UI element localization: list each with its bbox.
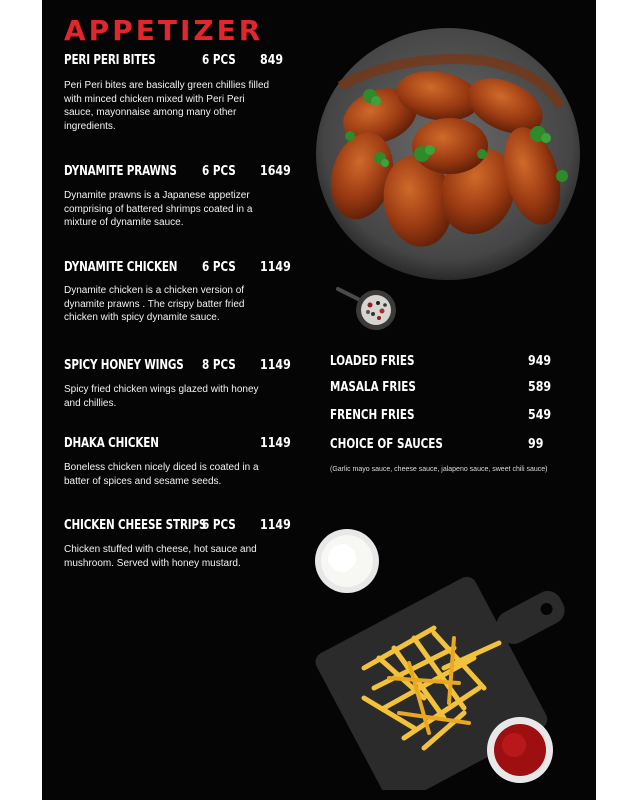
side-price: 549 <box>528 408 552 423</box>
item-description: Spicy fried chicken wings glazed with honey and chillies. <box>64 384 259 409</box>
side-price: 589 <box>528 380 552 395</box>
item-pcs: 6 PCS <box>202 53 236 68</box>
item-pcs: 6 PCS <box>202 260 236 275</box>
item-description: Peri Peri bites are basically green chillies filled with minced chicken mixed with Peri Peri sauce, mayonnaise among many other ingredients. <box>64 80 270 132</box>
item-price: 1649 <box>260 164 291 179</box>
side-name: CHOICE OF SAUCES <box>330 437 443 452</box>
item-name: SPICY HONEY WINGS <box>64 358 184 373</box>
page-title: APPETIZER <box>64 14 264 47</box>
item-description: Boneless chicken nicely diced is coated in a batter of spices and sesame seeds. <box>64 462 259 487</box>
item-description: Dynamite prawns is a Japanese appetizer comprising of battered shrimps coated in a mixture of dynamite sauce. <box>64 190 253 228</box>
item-pcs: 8 PCS <box>202 358 236 373</box>
menu-page <box>42 0 596 800</box>
sauce-note: (Garlic mayo sauce, cheese sauce, jalapeno sauce, sweet chili sauce) <box>330 466 548 473</box>
item-price: 1149 <box>260 358 291 373</box>
side-price: 949 <box>528 354 552 369</box>
item-name: PERI PERI BITES <box>64 53 156 68</box>
item-pcs: 6 PCS <box>202 164 236 179</box>
side-price: 99 <box>528 437 544 452</box>
item-name: DYNAMITE PRAWNS <box>64 164 177 179</box>
item-name: CHICKEN CHEESE STRIPS <box>64 518 207 533</box>
side-name: FRENCH FRIES <box>330 408 415 423</box>
side-name: LOADED FRIES <box>330 354 415 369</box>
item-price: 1149 <box>260 518 291 533</box>
item-description: Dynamite chicken is a chicken version of dynamite prawns . The crispy batter fried chicken with spicy dynamite sauce. <box>64 285 245 323</box>
item-price: 1149 <box>260 436 291 451</box>
pepper-bowl-image <box>336 285 402 335</box>
ketchup-cup-image <box>484 715 556 785</box>
item-name: DYNAMITE CHICKEN <box>64 260 178 275</box>
side-name: MASALA FRIES <box>330 380 416 395</box>
item-price: 849 <box>260 53 284 68</box>
item-price: 1149 <box>260 260 291 275</box>
item-description: Chicken stuffed with cheese, hot sauce and mushroom. Served with honey mustard. <box>64 544 257 569</box>
item-pcs: 6 PCS <box>202 518 236 533</box>
item-name: DHAKA CHICKEN <box>64 436 159 451</box>
chicken-wings-plate-image <box>310 26 582 284</box>
